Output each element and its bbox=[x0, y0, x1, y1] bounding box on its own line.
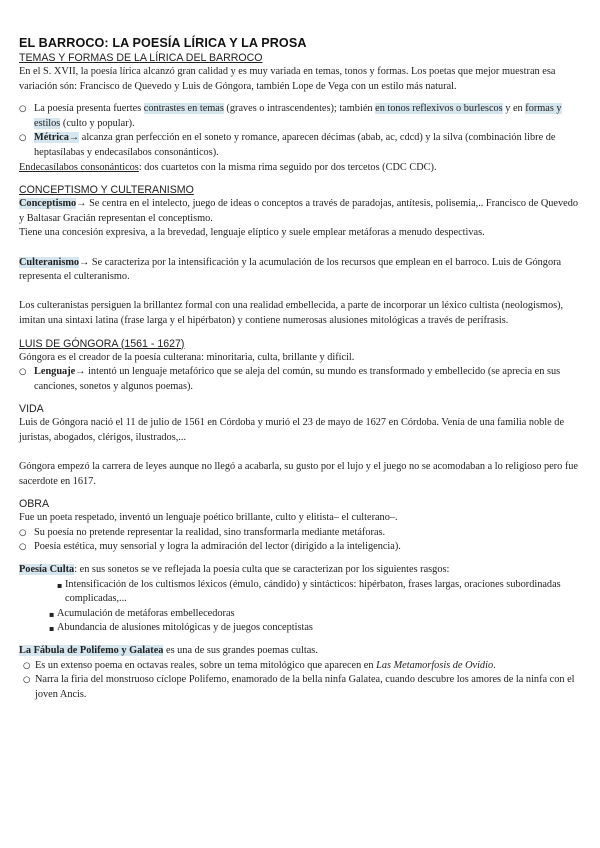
paragraph-vida-2: Góngora empezó la carrera de leyes aunque no llegó a acabarla, su gusto por el lujo y el juego no se acomodaban a lo religioso pero fue sacerdote en 1617. bbox=[19, 461, 578, 487]
highlight-conceptismo: Conceptismo bbox=[19, 198, 77, 210]
highlight-poesia-culta: Poesía Culta bbox=[19, 564, 75, 576]
bullet-lenguaje: ○ Lenguaje→ intentó un lenguaje metafórico que se aleja del común, su mundo es transformado y embellecido (se aprecia en sus canciones, sonetos y algunos poemas). bbox=[19, 365, 579, 394]
highlight-fabula: La Fábula de Polifemo y Galatea bbox=[19, 645, 164, 656]
bullet-obra-2: ○ Poesía estética, muy sensorial y logra la admiración del lector (dirigido a la inteligencia). bbox=[19, 540, 579, 555]
paragraph-vida: Luis de Góngora nació el 11 de julio de 1561 en Córdoba y murió el 23 de mayo de 1627 en Córdoba. Venía de una familia noble de juristas, abogados, clérigos, ilustrados,... bbox=[19, 417, 565, 443]
highlight-contrastes: contrastes en temas bbox=[143, 103, 224, 115]
list-item-cultismos: ▪ Intensificación de los cultismos léxicos (émulo, cándido) y sintácticos: hipérbaton, frases largas, oraciones subordinadas complicadas,... bbox=[19, 578, 579, 607]
bullet-metrica: ○ Métrica→ alcanza gran perfección en el soneto y romance, aparecen décimas (abab, ac, cdcd) y la silva (combinación libre de heptasílabas y endecasílabos consonánticos). bbox=[19, 131, 579, 160]
list-item-alusiones: ▪ Abundancia de alusiones mitológicas y de juegos conceptistas bbox=[19, 621, 579, 636]
paragraph-fabula: La Fábula de Polifemo y Galatea es una de sus grandes poemas cultas. bbox=[19, 645, 318, 656]
paragraph-conceptismo: Conceptismo→ Se centra en el intelecto, juego de ideas o conceptos a través de paradojas, antítesis, polisemia,.. Francisco de Quevedo y Baltasar Gracián representan el conceptismo. bbox=[19, 198, 579, 224]
paragraph-intro: En el S. XVII, la poesía lírica alcanzó gran calidad y es muy variada en temas, tonos y formas. Los poetas que mejor muestran esa variación són: Francisco de Quevedo y Luis de Góngora, también Lope de Vega con un estilo más natural. bbox=[19, 66, 556, 92]
bullet-contrastes: ○ La poesía presenta fuertes contrastes en temas (graves o intrascendentes); también en tonos reflexivos o burlescos y en formas y estilos (culto y popular). bbox=[19, 102, 579, 131]
paragraph-gongora-intro: Góngora es el creador de la poesía culterana: minoritaria, culta, brillante y difícil. bbox=[19, 351, 355, 363]
paragraph-conceptismo-2: Tiene una concesión expresiva, a la brevedad, lenguaje elíptico y suele emplear metáforas a menudo despectivas. bbox=[19, 227, 485, 239]
section-heading-conceptismo: CONCEPTISMO Y CULTERANISMO bbox=[19, 184, 194, 197]
bullet-fabula-1: ○ Es un extenso poema en octavas reales, sobre un tema mitológico que aparecen en Las Metamorfosis de Ovidio. bbox=[19, 659, 579, 674]
list-item-metaforas: ▪ Acumulación de metáforas embellecedoras bbox=[19, 607, 579, 622]
paragraph-culteranismo: Culteranismo→ Se caracteriza por la intensificación y la acumulación de los recursos que emplean en el barroco. Luis de Góngora representa el culteranismo. bbox=[19, 256, 562, 283]
document-page bbox=[19, 36, 579, 702]
paragraph-poesia-culta: Poesía Culta: en sus sonetos se ve reflejada la poesía culta que se caracterizan por los siguientes rasgos: bbox=[19, 564, 450, 576]
subheading-obra: OBRA bbox=[19, 498, 50, 511]
highlight-formas: formas y estilos bbox=[34, 103, 562, 129]
paragraph-endecasilabos: Endecasílabos consonánticos: dos cuartetos con la misma rima seguido por dos tercetos (CDC CDC). bbox=[19, 161, 437, 173]
section-heading-gongora: LUIS DE GÓNGORA (1561 - 1627) bbox=[19, 337, 185, 350]
bullet-obra-1: ○ Su poesía no pretende representar la realidad, sino transformarla mediante metáforas. bbox=[19, 526, 579, 541]
subheading-vida: VIDA bbox=[19, 403, 44, 416]
paragraph-obra: Fue un poeta respetado, inventó un lenguaje poético brillante, culto y elitista– el culterano–. bbox=[19, 512, 398, 524]
paragraph-culteranistas: Los culteranistas persiguen la brillantez formal con una realidad embellecida, a parte de incorporar un léxico cultista (neologismos), imitan una sintaxi latina (frase larga y el hipérbaton) y contiene numerosas alusiones mitológicas a través de perífrasis. bbox=[19, 300, 564, 326]
highlight-metrica: Métrica→ bbox=[34, 132, 80, 144]
highlight-culteranismo: Culteranismo bbox=[19, 256, 80, 268]
bullet-fabula-2: ○ Narra la firia del monstruoso cíclope Polifemo, enamorado de la bella ninfa Galatea, cuando descubre los amores de la ninfa con el joven Ancis. bbox=[19, 673, 579, 702]
highlight-tonos: en tonos reflexivos o burlescos bbox=[375, 103, 503, 115]
section-heading-temas: TEMAS Y FORMAS DE LA LÍRICA DEL BARROCO bbox=[19, 52, 263, 64]
page-title: EL BARROCO: LA POESÍA LÍRICA Y LA PROSA bbox=[19, 36, 307, 50]
